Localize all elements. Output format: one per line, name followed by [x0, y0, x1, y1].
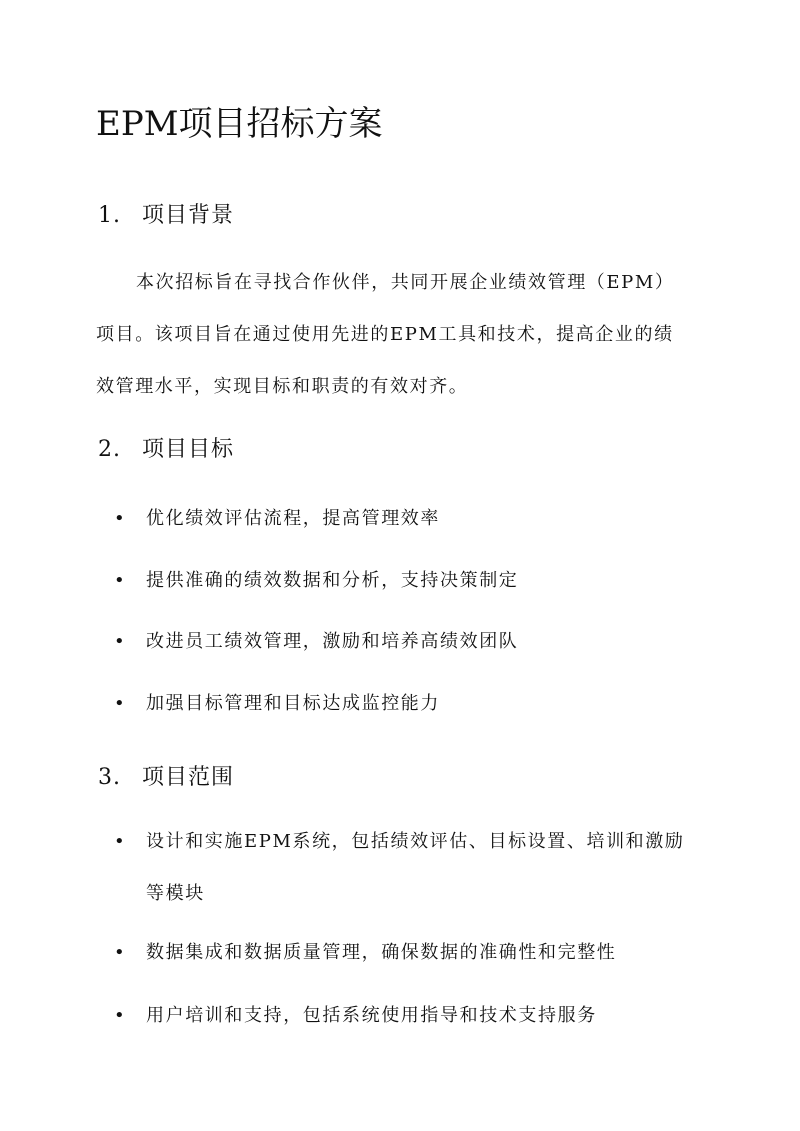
list-item	[114, 616, 518, 668]
section-title: 项目目标	[142, 437, 235, 462]
list-item-text: 设计和实施EPM系统，包括绩效评估、目标设置、培训和激励	[146, 831, 685, 852]
bullet-icon: •	[114, 693, 127, 714]
list-item	[114, 678, 440, 730]
list-item-text: 用户培训和支持，包括系统使用指导和技术支持服务	[146, 1005, 597, 1026]
document-title: EPM项目招标方案	[96, 104, 383, 144]
list-item-text: 等模块	[146, 883, 205, 904]
list-item	[114, 493, 440, 545]
list-item	[114, 927, 616, 979]
list-item-text: 提供准确的绩效数据和分析，支持决策制定	[146, 570, 519, 591]
bullet-icon: •	[114, 631, 127, 652]
list-item-text: 优化绩效评估流程，提高管理效率	[146, 508, 440, 529]
bullet-icon: •	[114, 1005, 127, 1026]
paragraph-line: 项目。该项目旨在通过使用先进的EPM工具和技术，提高企业的绩	[96, 324, 674, 345]
paragraph-line: 本次招标旨在寻找合作伙伴，共同开展企业绩效管理（EPM）	[136, 272, 675, 293]
section-number: 2.	[98, 437, 121, 462]
bullet-icon: •	[114, 831, 127, 852]
bullet-icon: •	[114, 508, 127, 529]
section-heading-scope	[98, 760, 234, 791]
background-paragraph	[96, 257, 706, 413]
list-item-text: 数据集成和数据质量管理，确保数据的准确性和完整性	[146, 942, 617, 963]
section-title: 项目范围	[142, 765, 235, 790]
section-number: 1.	[98, 203, 121, 228]
paragraph-line: 效管理水平，实现目标和职责的有效对齐。	[96, 376, 469, 397]
list-item-text: 改进员工绩效管理，激励和培养高绩效团队	[146, 631, 519, 652]
list-item	[114, 555, 518, 607]
section-heading-goals	[98, 432, 234, 463]
list-item	[114, 990, 597, 1042]
list-item-text: 加强目标管理和目标达成监控能力	[146, 693, 440, 714]
section-title: 项目背景	[142, 203, 235, 228]
bullet-icon: •	[114, 570, 127, 591]
list-item	[114, 816, 684, 920]
section-heading-background	[98, 198, 234, 229]
bullet-icon: •	[114, 942, 127, 963]
section-number: 3.	[98, 765, 121, 790]
